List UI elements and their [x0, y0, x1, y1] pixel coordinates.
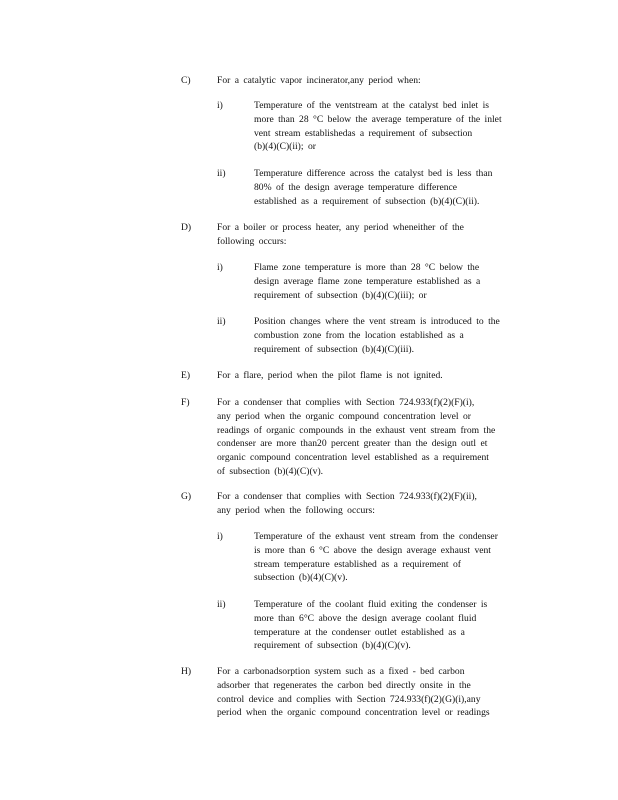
item-text: Temperature of the coolant fluid exiting the condenser is more than 6°C above the design average coolant fluid temperature at the condenser outlet established as a requirement of subsection (b)(4)(C)(v).: [254, 599, 488, 652]
item-label: C): [181, 75, 191, 86]
item-text: For a condenser that complies with Section 724.933(f)(2)(F)(i), any period when the organic compound concentration level or readings of organic compounds in the exhaust vent stream from the condenser are more than20 percent greater than the design outl et organic compound concentration level established as a requirement of subsection (b)(4)(C)(v).: [217, 397, 496, 477]
item-label: ii): [217, 316, 226, 327]
item-label: i): [217, 100, 223, 111]
item-text: For a carbonadsorption system such as a fixed - bed carbon adsorber that regenerates the carbon bed directly onsite in the control device and complies with Section 724.933(f)(2)(G)(i),any period when the organic compound concentration level or readings: [217, 666, 490, 719]
item-text: Temperature of the ventstream at the catalyst bed inlet is more than 28 °C below the average temperature of the inlet vent stream establishedas a requirement of subsection (b)(4)(C)(ii); or: [254, 100, 502, 153]
item-label: E): [181, 370, 191, 381]
item-text: Position changes where the vent stream is introduced to the combustion zone from the location established as a requirement of subsection (b)(4)(C)(iii).: [254, 316, 500, 355]
item-label: i): [217, 262, 223, 273]
item-label: G): [181, 491, 192, 502]
item-text: For a condenser that complies with Section 724.933(f)(2)(F)(ii), any period when the following occurs:: [217, 491, 477, 516]
item-text: Flame zone temperature is more than 28 °C below the design average flame zone temperature established as a requirement of subsection (b)(4)(C)(iii); or: [254, 262, 481, 301]
item-label: D): [181, 222, 192, 233]
item-label: ii): [217, 599, 226, 610]
item-text: Temperature difference across the catalyst bed is less than 80% of the design average temperature difference established as a requirement of subsection (b)(4)(C)(ii).: [254, 168, 493, 207]
item-text: For a flare, period when the pilot flame is not ignited.: [217, 370, 443, 381]
item-text: Temperature of the exhaust vent stream from the condenser is more than 6 °C above the design average exhaust vent stream temperature established as a requirement of subsection (b)(4)(C)(v).: [254, 531, 498, 584]
item-text: For a catalytic vapor incinerator,any period when:: [217, 75, 421, 86]
item-label: i): [217, 531, 223, 542]
item-label: H): [181, 666, 192, 677]
item-text: For a boiler or process heater, any period wheneither of the following occurs:: [217, 222, 464, 247]
item-label: F): [181, 397, 190, 408]
item-label: ii): [217, 168, 226, 179]
